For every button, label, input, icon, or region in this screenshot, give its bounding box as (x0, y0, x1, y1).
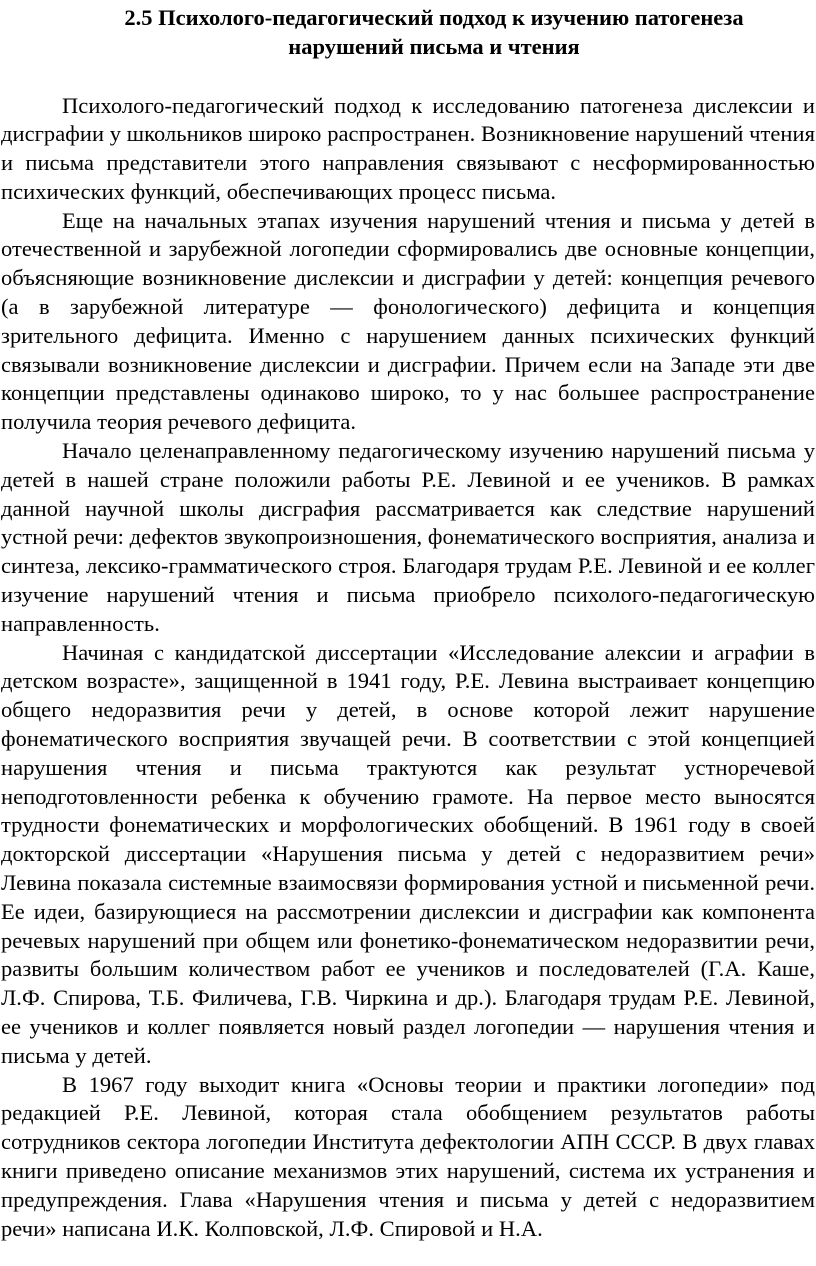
heading-spacer (1, 61, 815, 92)
paragraph-5: В 1967 году выходит книга «Основы теории и практики логопедии» под редакцией Р.Е. Левиной, которая стала обобщением результатов работы сотрудников сектора логопедии Института дефектологии АПН СССР. В двух главах книги приведено описание механизмов этих нарушений, система их устранения и предупреждения. Глава «Нарушения чтения и письма у детей с недоразвитием речи» написана И.К. Колповской, Л.Ф. Спировой и Н.А. (1, 1071, 815, 1241)
paragraph-3: Начало целенаправленному педагогическому изучению нарушений письма у детей в нашей стране положили работы Р.Е. Левиной и ее учеников. В рамках данной научной школы дисграфия рассматривается как следствие нарушений устной речи: дефектов звукопроизношения, фонематического восприятия, анализа и синтеза, лексико-грамматического строя. Благодаря трудам Р.Е. Левиной и ее коллег изучение нарушений чтения и письма приобрело психолого-педагогическую направленность. (1, 438, 815, 636)
heading-line-2: нарушений письма и чтения (288, 33, 580, 59)
section-heading (1, 4, 815, 61)
paragraph-4: Начиная с кандидатской диссертации «Исследование алексии и аграфии в детском возрасте», защищенной в 1941 году, Р.Е. Левина выстраивает концепцию общего недоразвития речи у детей, в основе которой лежит нарушение фонематического восприятия звучащей речи. В соответствии с этой концепцией нарушения чтения и письма трактуются как результат устноречевой неподготовленности ребенка к обучению грамоте. На первое место выносятся трудности фонематических и морфологических обобщений. В 1961 году в своей докторской диссертации «Нарушения письма у детей с недоразвитием речи» Левина показала системные взаимосвязи формирования устной и письменной речи. Ее идеи, базирующиеся на рассмотрении дислексии и дисграфии как компонента речевых нарушений при общем или фонетико-фонематическом недоразвитии речи, развиты большим количеством работ ее учеников и последователей (Г.А. Каше, Л.Ф. Спирова, Т.Б. Филичева, Г.В. Чиркина и др.). Благодаря трудам Р.Е. Левиной, ее учеников и коллег появляется новый раздел логопедии — нарушения чтения и письма у детей. (1, 639, 815, 1068)
paragraph-2: Еще на начальных этапах изучения нарушений чтения и письма у детей в отечественной и зарубежной логопедии сформировались две основные концепции, объясняющие возникновение дислексии и дисграфии у детей: концепция речевого (а в зарубежной литературе — фонологического) дефицита и концепция зрительного дефицита. Именно с нарушением данных психических функций связывали возникновение дислексии и дисграфии. Причем если на Западе эти две концепции представлены одинаково широко, то у нас большее распространение получила теория речевого дефицита. (1, 207, 815, 435)
paragraph-1: Психолого-педагогический подход к исследованию патогенеза дислексии и дисграфии у школьников широко распространен. Возникновение нарушений чтения и письма представители этого направления связывают с несформированностью психических функций, обеспечивающих процесс письма. (1, 92, 815, 204)
heading-line-1: 2.5 Психолого-педагогический подход к изучению патогенеза (124, 5, 744, 30)
